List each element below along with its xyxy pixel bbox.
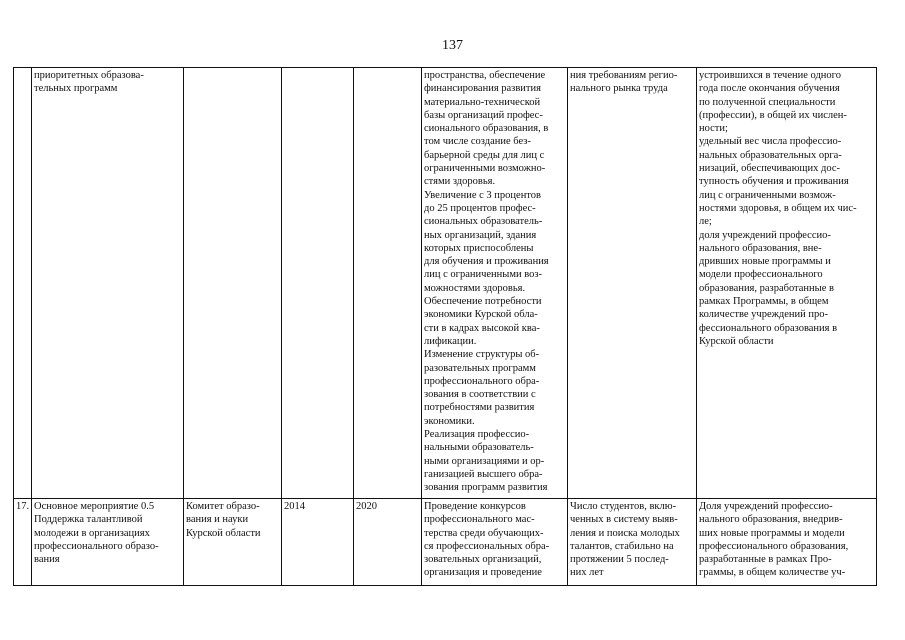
table-row (14, 499, 877, 586)
measure-name-cell: Основное мероприятие 0.5 Поддержка талантливой молодежи в организациях профессионального образо- вания (32, 499, 184, 586)
page-number: 137 (442, 38, 463, 53)
row-number-cell (14, 68, 32, 499)
start-year-cell (282, 68, 354, 499)
end-year-cell: 2020 (354, 499, 422, 586)
indicators-cell: Доля учреждений профессио- нального образования, внедрив- ших новые программы и модели профессионального образования, разработанные в рамках Про- граммы, в общем количестве уч- (697, 499, 877, 586)
measure-name-cell: приоритетных образова- тельных программ (32, 68, 184, 499)
table-row (14, 68, 877, 499)
executor-cell: Комитет образо- вания и науки Курской области (184, 499, 282, 586)
row-number-cell: 17. (14, 499, 32, 586)
executor-cell (184, 68, 282, 499)
start-year-cell: 2014 (282, 499, 354, 586)
program-measures-table (13, 67, 877, 586)
expected-results-cell: пространства, обеспечение финансирования развития материально-технической базы организаций профес- сионального образования, в том числе создание без- барьерной среды для лиц с ограниченными возможно- стями здоровья. Увеличение с 3 процентов до 25 процентов профес- сиональных образователь- ных организаций, здания которых приспособлены для обучения и проживания лиц с ограниченными воз- можностями здоровья. Обеспечение потребности экономики Курской обла- сти в кадрах высокой ква- лификации. Изменение структуры об- разовательных программ профессионального обра- зования в соответствии с потребностями развития экономики. Реализация профессио- нальными образователь- ными организациями и ор- ганизацией высшего обра- зования программ развития (422, 68, 568, 499)
consequences-cell: Число студентов, вклю- ченных в систему выяв- ления и поиска молодых талантов, стабильно на протяжении 5 послед- них лет (568, 499, 697, 586)
expected-results-cell: Проведение конкурсов профессионального мас- терства среди обучающих- ся профессиональных обра- зовательных организаций, организация и проведение (422, 499, 568, 586)
end-year-cell (354, 68, 422, 499)
consequences-cell: ния требованиям регио- нального рынка труда (568, 68, 697, 499)
indicators-cell: устроившихся в течение одного года после окончания обучения по полученной специальности (профессии), в общей их числен- ности; удельный вес числа профессио- нальных образовательных орга- низаций, обеспечивающих дос- тупность обучения и проживания лиц с ограниченными возмож- ностями здоровья, в общем их чис- ле; доля учреждений профессио- нального образования, вне- дривших новые программы и модели профессионального образования, разработанные в рамках Программы, в общем количестве учреждений про- фессионального образования в Курской области (697, 68, 877, 499)
